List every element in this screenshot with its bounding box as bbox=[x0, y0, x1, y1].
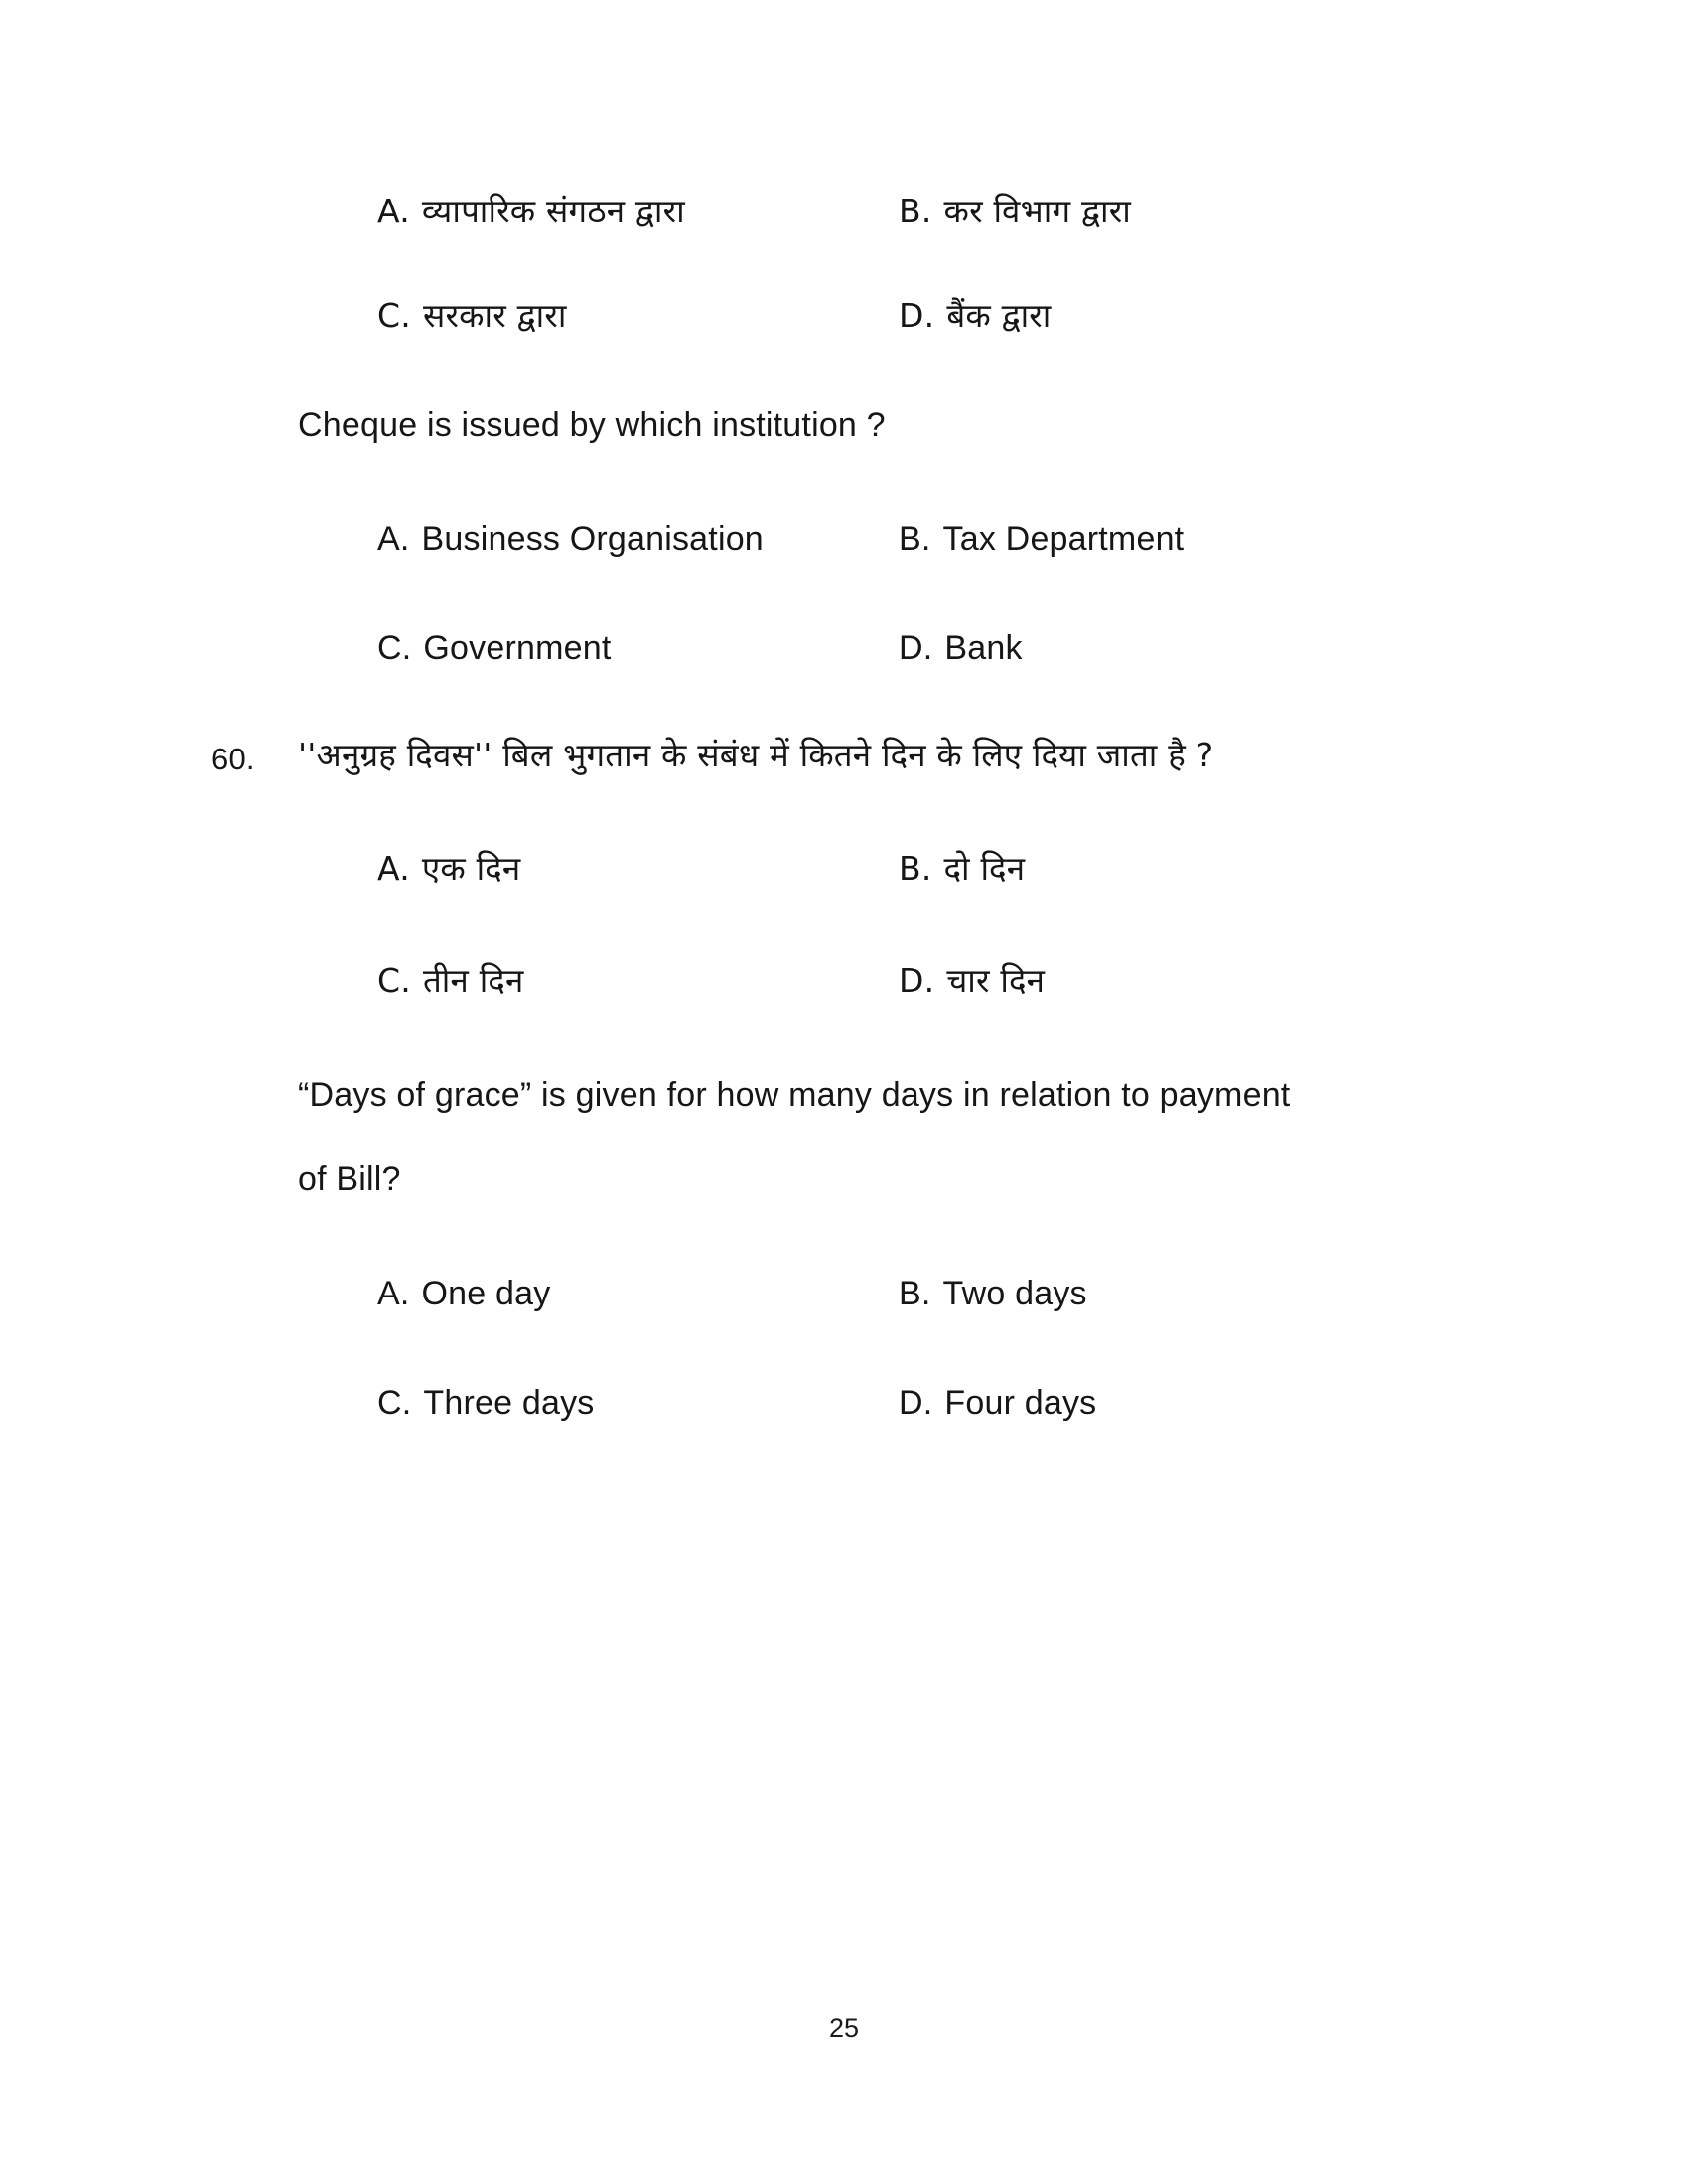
option-letter: C. bbox=[377, 296, 411, 335]
option-letter: B. bbox=[899, 1275, 931, 1312]
option-text: बैंक द्वारा bbox=[946, 296, 1052, 335]
q60-option-a-english bbox=[377, 1274, 550, 1314]
option-text: एक दिन bbox=[421, 849, 521, 887]
q59-option-c-hindi bbox=[377, 296, 567, 336]
option-letter: B. bbox=[899, 192, 932, 230]
q60-question-english-line2: of Bill? bbox=[298, 1160, 401, 1198]
option-text: दो दिन bbox=[943, 849, 1026, 887]
q59-option-d-hindi bbox=[899, 296, 1052, 336]
option-letter: A. bbox=[377, 1275, 410, 1312]
q59-option-c-english bbox=[377, 628, 612, 669]
option-letter: D. bbox=[899, 629, 933, 667]
option-text: Four days bbox=[944, 1384, 1097, 1422]
option-text: One day bbox=[421, 1275, 551, 1312]
option-text: सरकार द्वारा bbox=[422, 296, 567, 335]
q59-option-b-hindi bbox=[899, 192, 1131, 231]
option-text: चार दिन bbox=[946, 961, 1046, 1000]
q60-option-c-hindi bbox=[377, 961, 523, 1001]
q59-option-d-english bbox=[899, 628, 1023, 669]
q59-option-a-hindi bbox=[377, 192, 685, 231]
option-letter: C. bbox=[377, 629, 412, 667]
option-text: कर विभाग द्वारा bbox=[943, 192, 1131, 230]
q60-question-hindi: ''अनुग्रह दिवस'' बिल भुगतान के संबंध में कितने दिन के लिए दिया जाता है ? bbox=[298, 736, 1214, 774]
q60-option-d-english bbox=[899, 1383, 1096, 1424]
option-letter: A. bbox=[377, 192, 410, 230]
option-text: तीन दिन bbox=[422, 961, 524, 1000]
option-letter: A. bbox=[377, 520, 410, 558]
option-text: Three days bbox=[423, 1384, 595, 1422]
page-number: 25 bbox=[828, 2013, 860, 2043]
option-letter: B. bbox=[899, 849, 932, 887]
option-letter: D. bbox=[899, 1384, 933, 1422]
q60-question-english-line1: “Days of grace” is given for how many days in relation to payment bbox=[298, 1076, 1291, 1114]
option-letter: D. bbox=[899, 961, 935, 1000]
option-text: Bank bbox=[944, 629, 1023, 667]
q60-option-b-hindi bbox=[899, 849, 1025, 888]
option-text: व्यापारिक संगठन द्वारा bbox=[421, 192, 685, 230]
option-letter: A. bbox=[377, 849, 410, 887]
option-letter: D. bbox=[899, 296, 935, 335]
q60-option-c-english bbox=[377, 1383, 595, 1424]
option-text: Government bbox=[423, 629, 612, 667]
q60-number: 60. bbox=[211, 742, 255, 776]
option-letter: B. bbox=[899, 520, 931, 558]
q60-option-b-english bbox=[899, 1274, 1087, 1314]
q59-option-b-english bbox=[899, 519, 1184, 560]
option-text: Two days bbox=[942, 1275, 1087, 1312]
q59-option-a-english bbox=[377, 519, 764, 560]
option-text: Tax Department bbox=[942, 520, 1185, 558]
option-letter: C. bbox=[377, 1384, 412, 1422]
option-letter: C. bbox=[377, 961, 411, 1000]
q60-option-d-hindi bbox=[899, 961, 1045, 1001]
q60-option-a-hindi bbox=[377, 849, 520, 888]
q59-question-english: Cheque is issued by which institution ? bbox=[298, 406, 886, 444]
option-text: Business Organisation bbox=[421, 520, 764, 558]
